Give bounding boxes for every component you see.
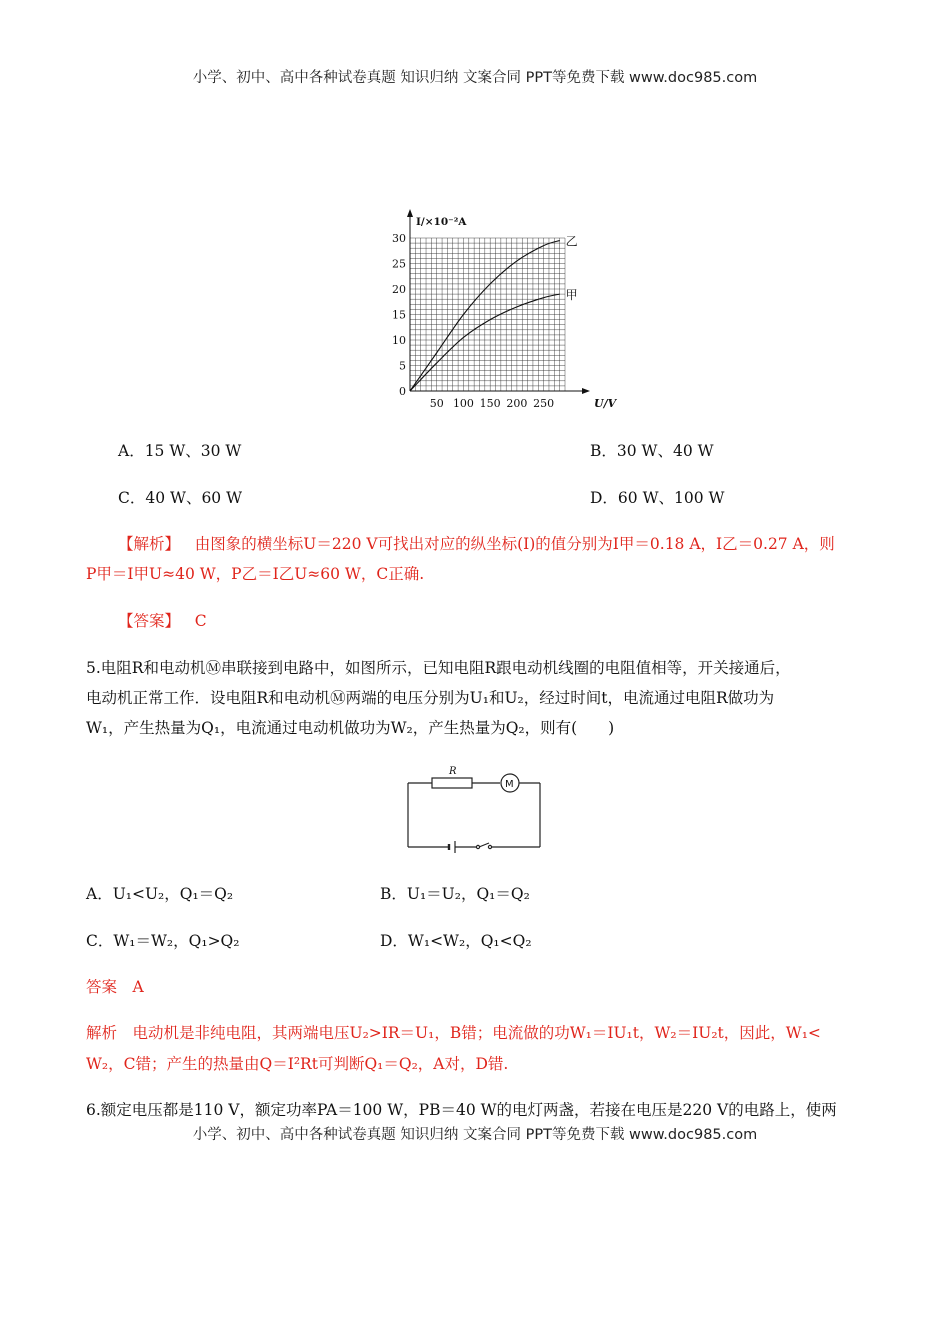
q5-stem-line2: 电动机正常工作．设电阻R和电动机Ⓜ两端的电压分别为U₁和U₂，经过时间t，电流通过电阻R做功为 — [86, 689, 775, 707]
resistor-r — [432, 778, 472, 788]
q4-option-d: D．60 W、100 W — [590, 489, 725, 507]
q4-answer-value: C — [194, 612, 207, 630]
switch — [479, 843, 489, 847]
page-footer: 小学、初中、高中各种试卷真题 知识归纳 文案合同 PPT等免费下载 www.doc985.com — [192, 1127, 758, 1143]
q4-analysis-line2: P甲＝I甲U≈40 W，P乙＝I乙U≈60 W，C正确. — [86, 565, 425, 583]
q4-answer-label: 【答案】 — [118, 612, 181, 630]
y-tick-label: 30 — [392, 232, 406, 245]
y-tick-label: 25 — [392, 257, 406, 271]
q4-option-b: B．30 W、40 W — [590, 442, 714, 460]
y-tick-label: 10 — [392, 334, 406, 347]
circuit-diagram — [400, 763, 550, 855]
y-axis-arrow — [407, 209, 413, 217]
y-axis-title: I/×10⁻²A — [416, 216, 467, 228]
q5-analysis-line2: W₂，C错；产生的热量由Q＝I²Rt可判断Q₁＝Q₂，A对，D错. — [86, 1055, 509, 1073]
q4-analysis-label: 【解析】 — [118, 535, 181, 553]
q5-option-a: A．U₁<U₂，Q₁＝Q₂ — [86, 885, 234, 903]
q5-answer: 答案 A — [86, 978, 144, 996]
q4-option-a: A．15 W、30 W — [118, 442, 242, 460]
y-tick-label: 15 — [392, 308, 406, 322]
x-tick-label: 150 — [479, 397, 501, 410]
x-tick-label: 50 — [429, 397, 444, 410]
series-label-甲: 甲 — [565, 288, 578, 303]
x-axis-arrow — [582, 388, 590, 394]
q4-option-c: C．40 W、60 W — [118, 489, 243, 507]
series-label-乙: 乙 — [565, 234, 578, 249]
x-axis-title: U/V — [594, 397, 617, 410]
q6-stem-line1: 6.额定电压都是110 V，额定功率PA＝100 W，PB＝40 W的电灯两盏，若接在电压是220 V的电路上，使两 — [86, 1101, 837, 1119]
q5-option-b: B．U₁＝U₂，Q₁＝Q₂ — [380, 885, 530, 903]
q5-option-c: C．W₁＝W₂，Q₁>Q₂ — [86, 932, 240, 950]
q4-analysis-text1: 由图象的横坐标U＝220 V可找出对应的纵坐标(I)的值分别为I甲＝0.18 A，I乙＝0.27 A，则 — [194, 535, 835, 553]
chart-axes — [407, 209, 590, 394]
y-tick-label: 20 — [392, 283, 406, 296]
x-tick-label: 100 — [452, 397, 474, 410]
q5-option-d: D．W₁<W₂，Q₁<Q₂ — [380, 932, 532, 950]
q4-analysis-line1 — [118, 533, 835, 555]
circuit-label-m: M — [505, 779, 514, 790]
q5-stem-line1: 5.电阻R和电动机Ⓜ串联接到电路中，如图所示，已知电阻R跟电动机线圈的电阻值相等，开关接通后， — [86, 659, 791, 677]
chart-grid — [410, 238, 565, 391]
q4-answer — [118, 610, 207, 632]
x-tick-label: 200 — [506, 397, 528, 410]
page-header: 小学、初中、高中各种试卷真题 知识归纳 文案合同 PPT等免费下载 www.doc985.com — [192, 70, 758, 86]
circuit-label-r: R — [449, 766, 457, 777]
q5-stem-line3: W₁，产生热量为Q₁，电流通过电动机做功为W₂，产生热量为Q₂，则有( ) — [86, 719, 615, 737]
y-tick-label: 0 — [399, 385, 406, 398]
y-tick-label: 5 — [399, 359, 406, 373]
iu-chart — [380, 205, 620, 420]
q5-analysis-line1: 解析 电动机是非纯电阻，其两端电压U₂>IR＝U₁，B错；电流做的功W₁＝IU₁t，W₂＝IU₂t，因此，W₁< — [86, 1024, 821, 1042]
x-tick-label: 250 — [533, 397, 555, 410]
